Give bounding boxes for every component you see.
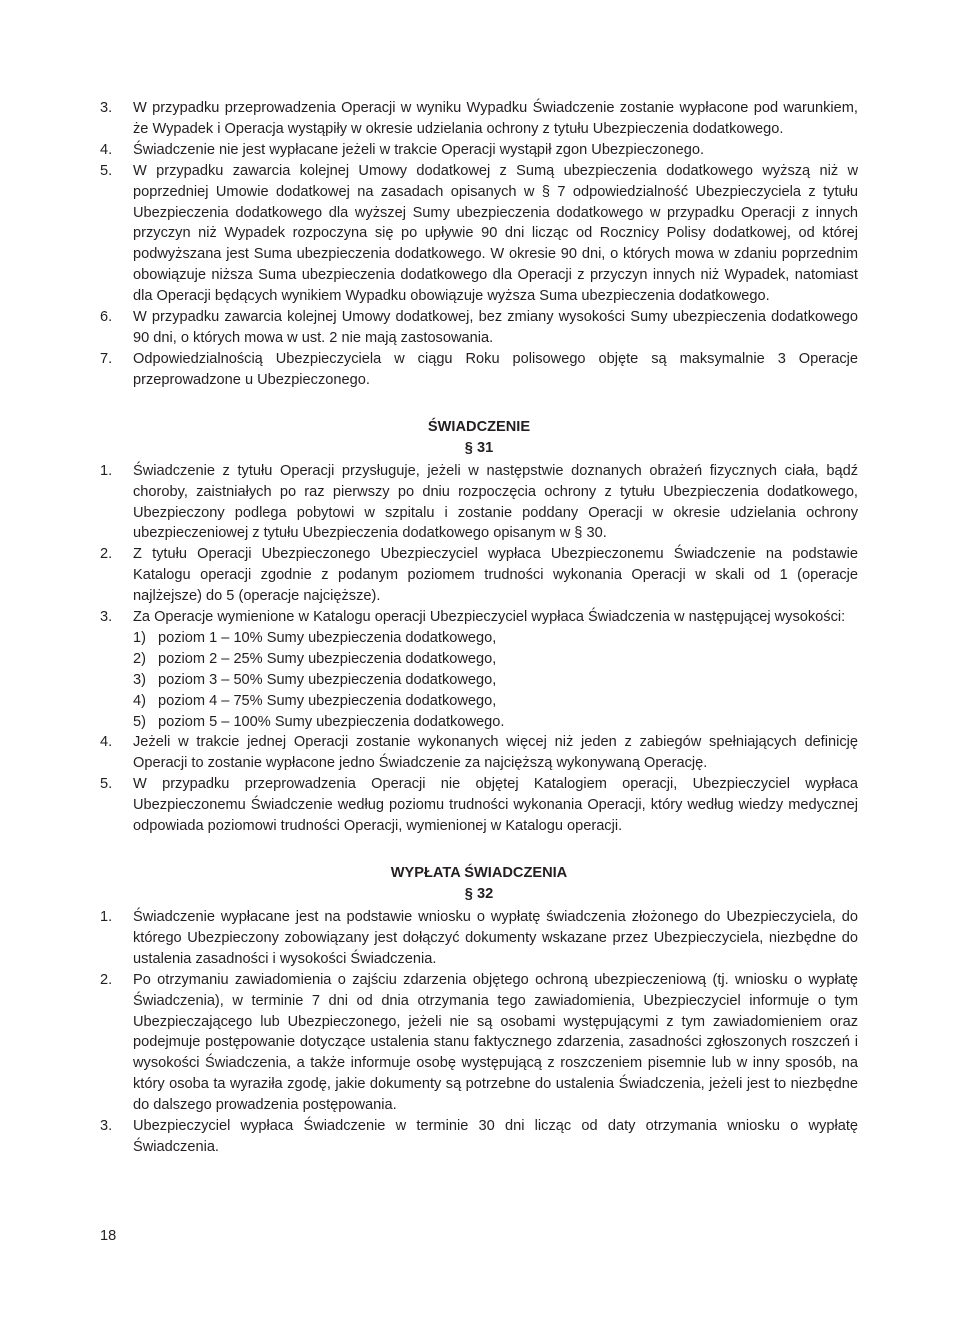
list-item (100, 461, 858, 545)
list-item (100, 774, 858, 837)
sub-item-number: 1) (133, 629, 146, 646)
list-item (100, 732, 858, 774)
list-item (100, 970, 858, 1116)
item-text: Za Operacje wymienione w Katalogu operacji Ubezpieczyciel wypłaca Świadczenia w następującej wysokości: (133, 609, 846, 626)
item-text: W przypadku przeprowadzenia Operacji w wyniku Wypadku Świadczenie zostanie wypłacone pod warunkiem, że Wypadek i Operacja wystąpiły w okresie udzielania ochrony z tytułu Ubezpieczenia dodatkowego. (133, 100, 858, 137)
sub-item-number: 4) (133, 692, 146, 709)
item-text: Świadczenie wypłacane jest na podstawie wniosku o wypłatę świadczenia złożonego do Ubezpieczyciela, do którego Ubezpieczony zobowiązany jest dołączyć dokumenty wskazane przez Ubezpieczyciela, niezbędne do ustalenia zasadności i wysokości Świadczenia. (133, 909, 858, 967)
sub-item-text: poziom 2 – 25% Sumy ubezpieczenia dodatkowego, (158, 650, 497, 667)
sub-item-text: poziom 4 – 75% Sumy ubezpieczenia dodatkowego, (158, 692, 497, 709)
sub-list-item (100, 649, 858, 670)
sub-item-text: poziom 3 – 50% Sumy ubezpieczenia dodatkowego, (158, 671, 497, 688)
list-item (100, 907, 858, 970)
section-heading: ŚWIADCZENIE (427, 418, 531, 435)
item-text: W przypadku zawarcia kolejnej Umowy dodatkowej z Sumą ubezpieczenia dodatkowego wyższą niż w poprzedniej Umowie dodatkowej na zasadach opisanych w § 7 odpowiedzialność Ubezpieczyciela z tytułu Ubezpieczenia dodatkowego dla wyższej Sumy ubezpieczenia dodatkowego w przypadku Operacji z innych przyczyn niż Wypadek rozpoczyna się po upływie 90 dni licząc od Rocznicy Polisy dodatkowej, od której podwyższana jest Suma ubezpieczenia dodatkowego. W okresie 90 dni, o których mowa w zdaniu poprzednim obowiązuje niższa Suma ubezpieczenia dodatkowego dla Operacji z przyczyn innych niż Wypadek, natomiast dla Operacji będących wynikiem Wypadku obowiązuje wyższa Suma ubezpieczenia dodatkowego. (133, 162, 858, 305)
list-item (100, 349, 858, 391)
list-item (100, 161, 858, 307)
list-item (100, 1116, 858, 1158)
sub-item-text: poziom 1 – 10% Sumy ubezpieczenia dodatkowego, (158, 629, 497, 646)
list-item (100, 98, 858, 140)
item-text: W przypadku przeprowadzenia Operacji nie objętej Katalogiem operacji, Ubezpieczyciel wypłaca Ubezpieczonemu Świadczenie według poziomu trudności wykonania Operacji, który według wiedzy medycznej odpowiada poziomowi trudności Operacji, wymienionej w Katalogu operacji. (133, 776, 858, 835)
item-number: 5. (100, 776, 113, 793)
sub-list-item (100, 712, 858, 733)
paragraph-number: § 32 (464, 886, 494, 902)
section-heading: WYPŁATA ŚWIADCZENIA (390, 865, 568, 881)
item-number: 4. (100, 734, 113, 751)
sub-item-text: poziom 5 – 100% Sumy ubezpieczenia dodatkowego. (158, 713, 505, 730)
section-wyplata-swiadczenia (100, 863, 858, 1158)
list-item (100, 307, 858, 349)
item-number: 3. (100, 100, 113, 116)
item-number: 1. (100, 909, 113, 925)
item-number: 3. (100, 609, 113, 626)
item-text: Jeżeli w trakcie jednej Operacji zostanie wykonanych więcej niż jeden z zabiegów spełniających definicję Operacji to zostanie wypłacone jedno Świadczenie za najcięższą wykonywaną Operację. (133, 734, 858, 772)
item-text: Ubezpieczyciel wypłaca Świadczenie w terminie 30 dni licząc od daty otrzymania wniosku o wypłatę Świadczenia. (133, 1118, 858, 1155)
sub-list-item (100, 628, 858, 649)
item-text: W przypadku zawarcia kolejnej Umowy dodatkowej, bez zmiany wysokości Sumy ubezpieczenia dodatkowego 90 dni, o których mowa w ust. 2 nie mają zastosowania. (133, 309, 858, 346)
list-item (100, 607, 858, 628)
page-number: 18 (100, 1228, 117, 1244)
item-number: 6. (100, 309, 113, 326)
sub-item-number: 5) (133, 713, 146, 730)
item-number: 4. (100, 141, 113, 158)
section-continuation (100, 98, 858, 391)
item-number: 1. (100, 462, 113, 479)
item-number: 2. (100, 546, 113, 563)
list-item (100, 140, 858, 161)
item-number: 5. (100, 162, 113, 179)
item-text: Świadczenie nie jest wypłacane jeżeli w trakcie Operacji wystąpił zgon Ubezpieczonego. (133, 141, 705, 158)
item-number: 7. (100, 350, 113, 367)
item-text: Odpowiedzialnością Ubezpieczyciela w ciągu Roku polisowego objęte są maksymalnie 3 Operacje przeprowadzone u Ubezpieczonego. (133, 350, 858, 388)
item-text: Świadczenie z tytułu Operacji przysługuje, jeżeli w następstwie doznanych obrażeń fizycznych ciała, bądź choroby, zaistniałych po raz pierwszy po dniu rozpoczęcia ochrony z tytułu Ubezpieczenia dodatkowego, Ubezpieczony podlega pobytowi w szpitalu i zostanie poddany Operacji w okresie udzielania ochrony ubezpieczeniowej z tytułu Ubezpieczenia dodatkowego opisanym w § 30. (133, 462, 858, 542)
item-number: 3. (100, 1118, 113, 1135)
sub-item-number: 2) (133, 650, 146, 667)
document-body (100, 98, 858, 1158)
item-number: 2. (100, 971, 113, 988)
section-swiadczenie (100, 417, 858, 837)
item-text: Z tytułu Operacji Ubezpieczonego Ubezpieczyciel wypłaca Ubezpieczonemu Świadczenie na podstawie Katalogu operacji zgodnie z podanym poziomem trudności wykonania Operacji w skali od 1 (operacje najlżejsze) do 5 (operacje najcięższe). (133, 546, 858, 605)
sub-list-item (100, 691, 858, 712)
paragraph-number: § 31 (464, 439, 494, 456)
item-text: Po otrzymaniu zawiadomienia o zajściu zdarzenia objętego ochroną ubezpieczeniową (tj. wniosku o wypłatę Świadczenia), w terminie 7 dni od dnia otrzymania tego zawiadomienia, Ubezpieczyciel informuje o tym Ubezpieczającego lub Ubezpieczonego, jeżeli nie są osobami występującymi z tym zawiadomieniem oraz podejmuje postępowanie dotyczące ustalenia stanu faktycznego zdarzenia, zasadności zgłoszonych roszczeń i wysokości Świadczenia, a także informuje osobę występującą z roszczeniem pisemnie lub w inny sposób, na który osoba ta wyraziła zgodę, jakie dokumenty są potrzebne do ustalenia Świadczenia, jeżeli jest to niezbędne do dalszego prowadzenia postępowania. (133, 971, 858, 1114)
list-item (100, 544, 858, 607)
sub-item-number: 3) (133, 671, 146, 688)
sub-list-item (100, 670, 858, 691)
